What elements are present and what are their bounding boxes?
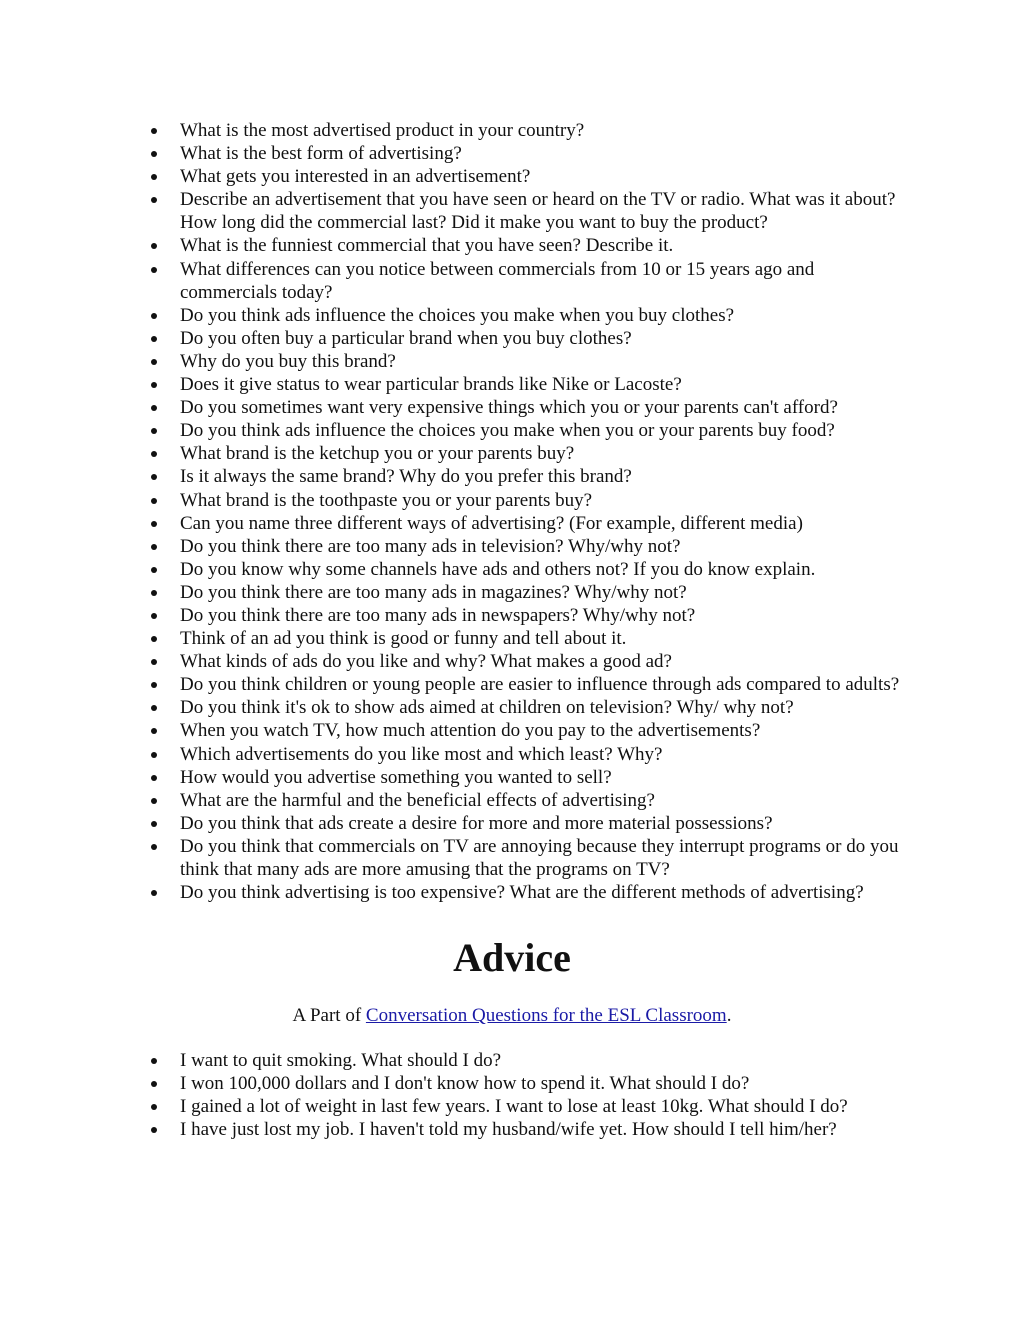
- bullet-icon: [151, 567, 157, 573]
- bullet-icon: [151, 821, 157, 827]
- list-item: Do you know why some channels have ads and others not? If you do know explain.: [180, 558, 900, 581]
- bullet-icon: [151, 498, 157, 504]
- document-page: [0, 119, 1024, 1142]
- bullet-icon: [151, 521, 157, 527]
- bullet-icon: [151, 428, 157, 434]
- bullet-icon: [151, 197, 157, 203]
- bullet-icon: [151, 1058, 157, 1064]
- bullet-icon: [151, 798, 157, 804]
- bullet-icon: [151, 267, 157, 273]
- list-item: Do you think advertising is too expensive? What are the different methods of advertising?: [180, 881, 900, 904]
- list-item: Why do you buy this brand?: [180, 350, 900, 373]
- list-item: What kinds of ads do you like and why? What makes a good ad?: [180, 650, 900, 673]
- list-item: Do you think there are too many ads in newspapers? Why/why not?: [180, 604, 900, 627]
- section-title: Advice: [453, 935, 571, 981]
- list-item: What is the best form of advertising?: [180, 142, 900, 165]
- bullet-icon: [151, 613, 157, 619]
- list-item: Is it always the same brand? Why do you prefer this brand?: [180, 465, 900, 488]
- bullet-icon: [151, 451, 157, 457]
- list-item: I won 100,000 dollars and I don't know how to spend it. What should I do?: [180, 1072, 900, 1095]
- bullet-icon: [151, 151, 157, 157]
- list-item: Does it give status to wear particular brands like Nike or Lacoste?: [180, 373, 900, 396]
- list-item: What brand is the toothpaste you or your parents buy?: [180, 489, 900, 512]
- bullet-icon: [151, 1127, 157, 1133]
- bullet-icon: [151, 359, 157, 365]
- bullet-icon: [151, 405, 157, 411]
- section-subtitle: [0, 1004, 1024, 1027]
- bullet-icon: [151, 382, 157, 388]
- list-item: What are the harmful and the beneficial effects of advertising?: [180, 789, 900, 812]
- advertising-question-list: [0, 119, 900, 904]
- bullet-icon: [151, 1104, 157, 1110]
- bullet-icon: [151, 544, 157, 550]
- bullet-icon: [151, 705, 157, 711]
- advice-question-list: [0, 1049, 900, 1141]
- list-item: What gets you interested in an advertisement?: [180, 165, 900, 188]
- subtitle-prefix: A Part of: [292, 1005, 366, 1027]
- list-item: Can you name three different ways of advertising? (For example, different media): [180, 512, 900, 535]
- bullet-icon: [151, 313, 157, 319]
- bullet-icon: [151, 752, 157, 758]
- list-item: What differences can you notice between commercials from 10 or 15 years ago and commercials today?: [180, 258, 900, 304]
- list-item: What is the funniest commercial that you have seen? Describe it.: [180, 234, 900, 257]
- bullet-icon: [151, 728, 157, 734]
- bullet-icon: [151, 243, 157, 249]
- list-item: Do you often buy a particular brand when you buy clothes?: [180, 327, 900, 350]
- bullet-icon: [151, 128, 157, 134]
- bullet-icon: [151, 636, 157, 642]
- bullet-icon: [151, 659, 157, 665]
- list-item: Which advertisements do you like most and which least? Why?: [180, 743, 900, 766]
- list-item: Do you think that commercials on TV are annoying because they interrupt programs or do you think that many ads are more amusing that the programs on TV?: [180, 835, 900, 881]
- list-item: Do you sometimes want very expensive things which you or your parents can't afford?: [180, 396, 900, 419]
- list-item: I have just lost my job. I haven't told my husband/wife yet. How should I tell him/her?: [180, 1118, 900, 1141]
- list-item: Do you think ads influence the choices you make when you buy clothes?: [180, 304, 900, 327]
- bullet-icon: [151, 1081, 157, 1087]
- bullet-icon: [151, 174, 157, 180]
- list-item: How would you advertise something you wanted to sell?: [180, 766, 900, 789]
- list-item: What is the most advertised product in your country?: [180, 119, 900, 142]
- list-item: I want to quit smoking. What should I do?: [180, 1049, 900, 1072]
- list-item: Do you think there are too many ads in magazines? Why/why not?: [180, 581, 900, 604]
- list-item: I gained a lot of weight in last few years. I want to lose at least 10kg. What should I do?: [180, 1095, 900, 1118]
- list-item: Do you think there are too many ads in television? Why/why not?: [180, 535, 900, 558]
- list-item: Do you think ads influence the choices you make when you or your parents buy food?: [180, 419, 900, 442]
- list-item: When you watch TV, how much attention do you pay to the advertisements?: [180, 719, 900, 742]
- list-item: Describe an advertisement that you have seen or heard on the TV or radio. What was it about? How long did the commercial last? Did it make you want to buy the product?: [180, 188, 900, 234]
- list-item: Do you think that ads create a desire for more and more material possessions?: [180, 812, 900, 835]
- list-item: Do you think children or young people are easier to influence through ads compared to adults?: [180, 673, 900, 696]
- list-item: What brand is the ketchup you or your parents buy?: [180, 442, 900, 465]
- conversation-questions-link[interactable]: Conversation Questions for the ESL Classroom: [365, 1005, 727, 1027]
- bullet-icon: [151, 775, 157, 781]
- bullet-icon: [151, 890, 157, 896]
- list-item: Do you think it's ok to show ads aimed at children on television? Why/ why not?: [180, 696, 900, 719]
- list-item: Think of an ad you think is good or funny and tell about it.: [180, 627, 900, 650]
- bullet-icon: [151, 336, 157, 342]
- bullet-icon: [151, 590, 157, 596]
- bullet-icon: [151, 844, 157, 850]
- bullet-icon: [151, 682, 157, 688]
- subtitle-suffix: .: [726, 1005, 732, 1027]
- bullet-icon: [151, 474, 157, 480]
